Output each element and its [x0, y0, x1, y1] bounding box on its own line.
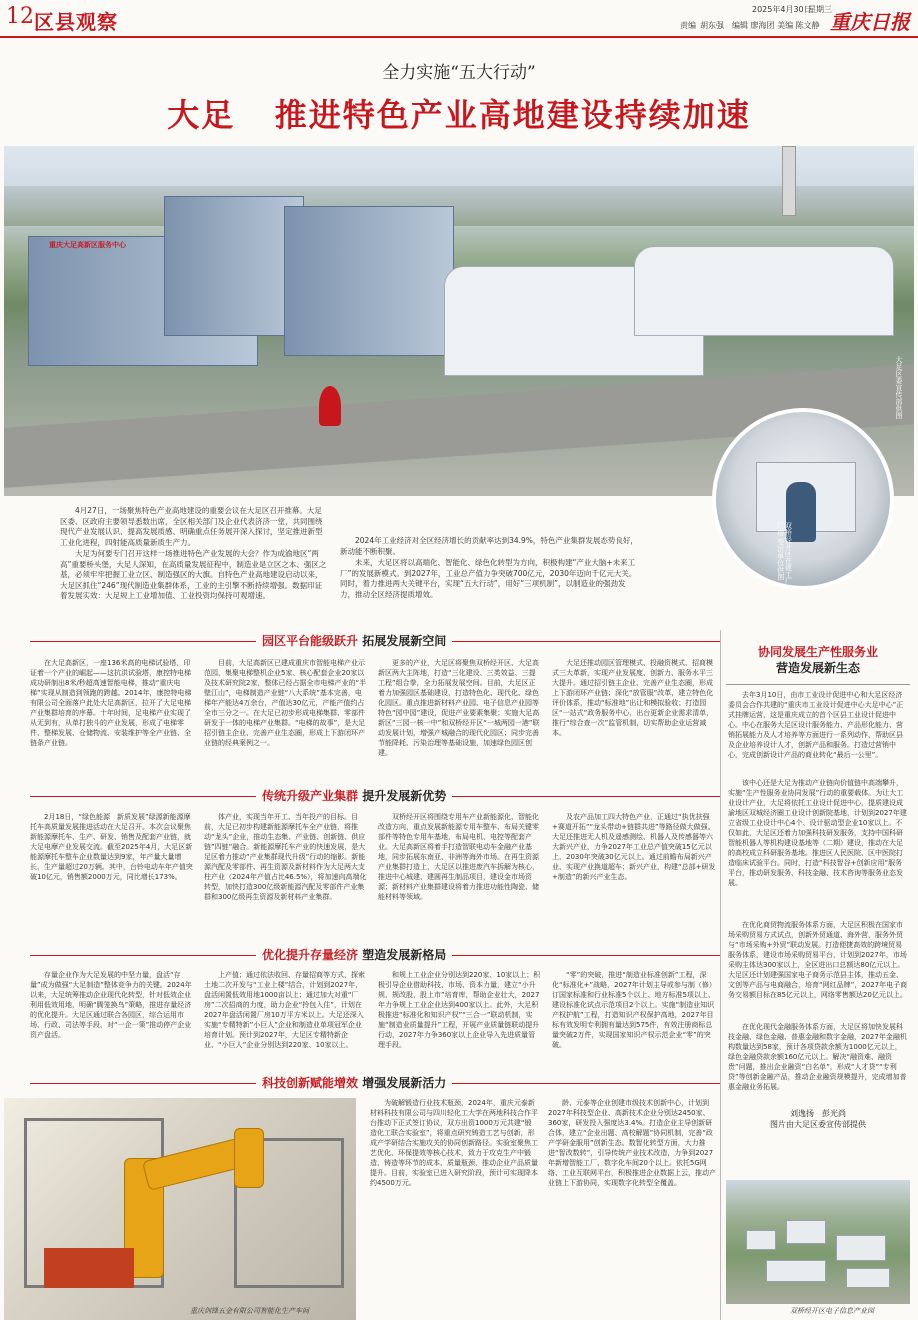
photo-credit: 图片由大足区委宣传部提供	[770, 1120, 866, 1129]
article-column: 存量企业作为大足发展的中坚力量，盘活“存量”成为做强“大足制造”整体竞争力的关键。2024年以来，大足统筹推动企业现代化转型，针对低效企业利用低效用地，明确“腾笼换鸟”策略，推进存量经济的优化提升。大足区通过联合各园区，综合运用市场、行政、司法等手段，对“一企一策”推动停产企业资产盘活。	[30, 971, 192, 1039]
author-block	[726, 1108, 910, 1130]
main-headline	[0, 90, 918, 136]
article-column: “零”的突破，推进“制造业标准创新”工程，深化“标准化+”战略，2027年计划主导或参与制（修）订国家标准和行业标准5个以上、地方标准5项以上、建设标准化试点示范项目2个以上。实施“制造业知识产权护航”工程，打造知识产权保护高地，2027年目标有效发明专利拥有量达到575件，有效注册商标总量突破2万件，实现国家知识产权示范企业“零”的突破。	[552, 971, 716, 1049]
section-subtitle: 塑造发展新格局	[362, 948, 447, 962]
article-column: 龄、元泰等企业创建市级技术创新中心，计划到2027年科技型企业、高新技术企业分别达2450家、360家，研发投入强度达3.4%。打造企业主导创新研合体，建立“企业出题、高校解题”协同机制，完善“政产学研金服用”创新生态。数智化转型方面，大力推进“智改数转”，引导传统产业技术改造，力争到2027年新增智能工厂、数字化车间20个以上。依托5G网络、工业互联网平台，积极推进企业数据上云，推动产业链上下游协同，实现数字化转型全覆盖。	[548, 1099, 716, 1187]
circle-caption: 双桥经开区在建工厂厂房 受访单位供图	[776, 522, 793, 585]
hero-credit: 大足区委宣传部供图	[895, 356, 903, 419]
aerial-photo	[726, 1180, 910, 1304]
page-number: 12	[6, 4, 34, 29]
circle-photo	[712, 408, 894, 590]
author-names: 刘逸扬 彭光尚	[790, 1109, 846, 1118]
sidebar-heading	[728, 644, 908, 676]
section-subtitle: 提升发展新优势	[362, 789, 447, 803]
masthead	[0, 0, 918, 38]
sidebar-column: 在优化现代金融服务体系方面，大足区将加快发展科技金融、绿色金融、普惠金融和数字金融，2027年金融机构数量达到58家，预计各项贷款余额为1000亿元以上，绿色金融贷款余额160亿元以上。解决“融资难、融资贵”问题，推出企业融资“白名单”，形成“人才贷”“专利贷”等创新金融产品，推动企业融资规模提升，完成增加普惠金融业务拓展。	[728, 1023, 907, 1091]
factory-photo	[4, 1098, 356, 1320]
section-subtitle: 增强发展新活力	[362, 1076, 447, 1090]
intro-paragraph: 2024年工业经济对全区经济增长的贡献率达到34.9%，特色产业集群发展态势良好，新动能不断积聚。	[340, 536, 638, 556]
article-column: 在大足高新区，一座136米高的电梯试验塔，印证着一个产业的崛起——这抗洪试验塔，康控特电梯成功研制出8米/秒超高速智能电梯，推动“重庆电梯”实现从制造到领跑的跨越。2014年，康控特电梯有限公司全面落户此处大足高新区，拉开了大足电梯产业集群培育的序幕。十年时间，足电梯产业实现了从无到有，从单打独斗的产业发展，形成了电梯零件、整梯发展、仓储物流、安装维护等全产业链、全链条产业链。	[30, 659, 192, 747]
section-title: 园区平台能级跃升	[262, 634, 359, 648]
hero-building-sign: 重庆大足高新区服务中心	[49, 241, 126, 249]
sidebar-title: 协同发展生产性服务业	[757, 645, 878, 659]
brand-logo: 重庆日报	[830, 10, 910, 34]
sidebar-subtitle: 营造发展新生态	[775, 661, 860, 675]
intro-paragraph: 未来，大足区将以高端化、智能化、绿色化转型为方向，积极构建“产业大脑+未来工厂”的发展新模式。到2027年，工业总产值力争突破700亿元，2030年迈向千亿元大关。同时，着力推进两大关键平台，实现“五大行动”，用好“三项机制”，以制造业的强劲发力，推动全区经济提质增效。	[340, 558, 637, 599]
article-column: 上产值；通过依法收回、存量招商等方式，探索土地二次开发与“工业上楼”结合，计划到2027年，盘活闲置低效用地1000亩以上；通过加大对重“厂房”二次招商的力度，助力企业“拎包入住”，计划在2027年盘活闲置厂房10万平方米以上。大足还深入实施“专精特新”小巨人”企业和制造业单项冠军企业培育计划。预计到2027年，大足区专精特新企业、“小巨人”企业分别达到220家、10家以上。	[204, 971, 365, 1049]
headline-text: 推进特色产业高地建设持续加速	[274, 96, 751, 134]
article-column: 更多的产业，大足区将聚焦双桥经开区、大足高新区两大主阵地，打造“三化建设、三类效益、三提工程”组合拳，全力拓展发展空间。目前，大足区正着力加强园区基础建设，打造特色化、现代化、绿色化园区。重点推进新材料产业园、电子信息产业园等特色“园中园”建设，促进产业要素集聚；实施大足高新区“三园一核一中”和双桥经开区“一城两园一港”联动发展计划，增强产城融合的现代化园区；同步完善节能降耗、污染治理等基础设施，加速绿色园区创建。	[378, 659, 540, 757]
section-heading-3	[256, 946, 452, 963]
article-column: 和规上工业企业分别达到220家、10家以上；积极引导企业借助科技、市场、资本力量，建立“小升规、规改股、股上市”培育库，帮助企业壮大，2027年力争规上工业企业达到400家以上。此外，大足积极推进“标准化和知识产权”“三合一”联动机制，实施“制造业质量提升”工程，开展产业质量链联动提升行动，2027年力争360家以上企业导入先进质量管理手段。	[378, 971, 541, 1049]
section-name: 区县观察	[34, 10, 118, 34]
factory-caption: 重庆剑锋五金有限公司智能化生产车间	[190, 1307, 309, 1315]
kicker-title: 全力实施“五大行动”	[382, 63, 536, 83]
intro-paragraph: 4月27日，一场聚焦特色产业高地建设的重要会议在大足区召开推幕。大足区委、区政府主要领导悉数出席，全区相关部门及企业代表济济一堂，共同围绕现代产业发展认识、提高发展质感、明确重点任务展开深入探讨，坚定推进新型工业化进程，四射能高质量新质生产力。	[60, 506, 323, 547]
article-column: 大足还推动园区管理模式、投融资模式、招商模式三大革新，实现产业发展度、创新力、服务水平三大提升。通过招引链主企业、完善产业生态圈，形成上下游闭环产业链；深化“放管服”改革，建立特色化评价体系，推动“标准地”出让和模拟验收；打造园区“一站式”政务服务中心，出台更新企业需求清单，推行“综合查一次”监管机制，切实帮助企业运营减本。	[552, 659, 714, 737]
section-title: 传统升级产业集群	[262, 789, 359, 803]
article-column: 目前，大足高新区已建成重庆市智能电梯产业示范园，集聚电梯整机企业5家、核心配套企业20家以及技术研究院2家，整体已经占据全市电梯产业的“半壁江山”，电梯制造产业链“八大系统”基本完善，电梯年产能达4万余台，产值达30亿元，产能产值约占全市三分之一。在大足已初步形成电梯集群、零部件研发于一体的电梯产业集群。“电梯的故事”，是大足招引链主企业、完善产业生态圈，形成上下游闭环产业链的经典案例之一。	[204, 659, 367, 747]
article-column: 2月18日，“绿色能源 新质发展”绿源新能源摩托车高质量发展推进活动在大足召开。本次会议聚焦新能源摩托车、生产、研发、销售及配套产业链，就大足电摩产业发展交流。截至2025年4月，大足区新能源摩托车整车企业数量达到9家，年产量大量增长，生产量超过20万辆。其中，台铃电动车年产值突破10亿元，销售额2000万元，同比增长173%。	[30, 813, 193, 881]
aerial-caption: 双桥经开区电子信息产业园	[790, 1307, 874, 1315]
section-subtitle: 拓展发展新空间	[362, 634, 447, 648]
article-column: 及农产品加工四大特色产业，正通过“执优扶强+赛道开拓”“龙头带动+链群共进”等路径做大做强。大足还推进无人机及遥感测绘、机器人及传感器等六大新兴产业，力争2027年工业总产值突破15亿元以上，2030年突破30亿元以上。通过前瞻布局新兴产业、实现产业换道超车；新兴产业，构建“总部+研发+制造”的新兴产业生态。	[552, 813, 716, 881]
section-heading-2	[256, 787, 452, 804]
section-heading-4	[256, 1074, 452, 1091]
section-heading-1	[256, 632, 452, 649]
headline-place: 大足	[167, 96, 236, 134]
issue-weekday: 星期三	[808, 5, 832, 14]
section-title: 科技创新赋能增效	[262, 1076, 359, 1090]
sidebar-column: 该中心还是大足为推动产业链向价值链中高端攀升，实施“生产性服务业协同发展”行动的重要载体。为让大工业设计产业，大足将依托工业设计促进中心，提质建设成渝地区双城经济圈工业设计创新院基地，计划到2027年建立省级工业设计中心4个、设计驱动型企业10家以上。不仅如此，大足区还着力加强科技研发服务，支持中国科研智能机器人等机构建设基地等（二期）建设，推动在大足的高校成立科研服务基地。推进区人民医院、区中医院打造临床试验平台。同时，打造“科技智谷+创新应用”服务平台，推动研发服务、科技金融、技术咨询等服务业态发展。	[728, 779, 907, 887]
article-column: 为破解锻造行业技术瓶颈，2024年，重庆元泰新材料科技有限公司与四川轻化工大学在两地科技合作平台推动下正式签订协议，双方出资1000万元共建“锻造化工联合实验室”，将重点研究铸造工艺与创新，形成产学研结合实施攻关的协同创新路径。实验室聚焦工艺优化、环保提效等核心技术，致力于攻克生产中锻造、铸造等环节的成本、质量瓶颈，推动企业产品质量提升。目前，实验室已进入研究阶段，预计可实现降本约4500万元。	[370, 1099, 538, 1187]
editors-label: 责编	[680, 21, 696, 30]
sidebar-column: 去年3月10日，由市工业设计促进中心和大足区经济委员会合作共建的“重庆市工业设计促进中心大足中心”正式挂牌运营，这是重庆成立的首个区县工业设计促进中心。中心在服务大足区设计服务能力、产品形化能力、营销拓展能力及人才培养等方面进行一系列动作，帮助区县及企业培养设计人才，创新产品和服务。打造过营销中心，完成创新设计产品的商业转化“最后一公里”。	[728, 691, 904, 759]
article-column: 双桥经开区将围绕专用车产业新能源化、智能化改造方向，重点发展新能源专用车整车、布局关键零部件等特色专用车基地，布局电机、电控等配套产业。大足高新区将着手打造智联电动车金融产业基地，同步拓展东南亚、非洲等海外市场。在再生资源产业集群打造上，大足区以推进废汽车拆解为核心，推进中心城建、建圆再生制品项目，建设金市场资源；新材料产业集群建设将着力推进功能性陶瓷、储能材料等领域。	[378, 813, 539, 901]
column-divider	[720, 630, 721, 1320]
sidebar-column: 在优化商贸物流服务体系方面，大足区积极在国家市场采购贸易方式试点，创新外贸通道、海外营，服务外贸与“市场采购+外贸”联动发展。打造便捷高效的跨境贸易服务体系，建设市场采购贸易平台，计划到2027年，市场采购主体达300家以上，全区进出口总额达80亿元以上。大足区还计划建强国家电子商务示范县主体，推动五金、文创等产品与电商融合，培育“网红品牌”，2027年电子商务交易额目标在85亿元以上，网络零售额达20亿元以上。	[728, 921, 908, 999]
article-column: 体产业，实现当年开工、当年投产的目标。目前，大足已初步构建新能源摩托车全产业链，将推动“龙头“企业，推动生态集、产业链、创新链、供应链”四链”融合。新能源摩托车产业的快速发展，是大足区着力推动“产业集群现代升级”行动的缩影。新能源汽配及零部件、再生资源及新材料作为大足两大支柱产业（2024年产值占比46.5%），将加速向高端化转型，加快打造300亿级新能源汽配及零部件产业集群和300亿级再生资源及新材料产业集群。	[204, 813, 367, 901]
editors-names: 胡东强 编辑 廖海团 美编 陈文静	[700, 21, 820, 30]
intro-paragraph: 大足为何要专门召开这样一场推进特色产业发展的大会？作为成渝地区“两高”重要桥头堡，大足人深知，在高质量发展征程中，制造业是立区之本、强区之基，必须牢牢把握工业立区、制造强区的大旗。自特色产业高地建设启动以来，大足区抓住“246”现代制造业集群体系，工业的主引擎不断持续增强。数据印证着发展实效：大足规上工业增加值、工业投资均保持可观增速。	[60, 549, 327, 600]
section-title: 优化提升存量经济	[262, 948, 359, 962]
sidebar-rule	[726, 684, 910, 685]
issue-date: 2025年4月30日	[752, 5, 812, 14]
